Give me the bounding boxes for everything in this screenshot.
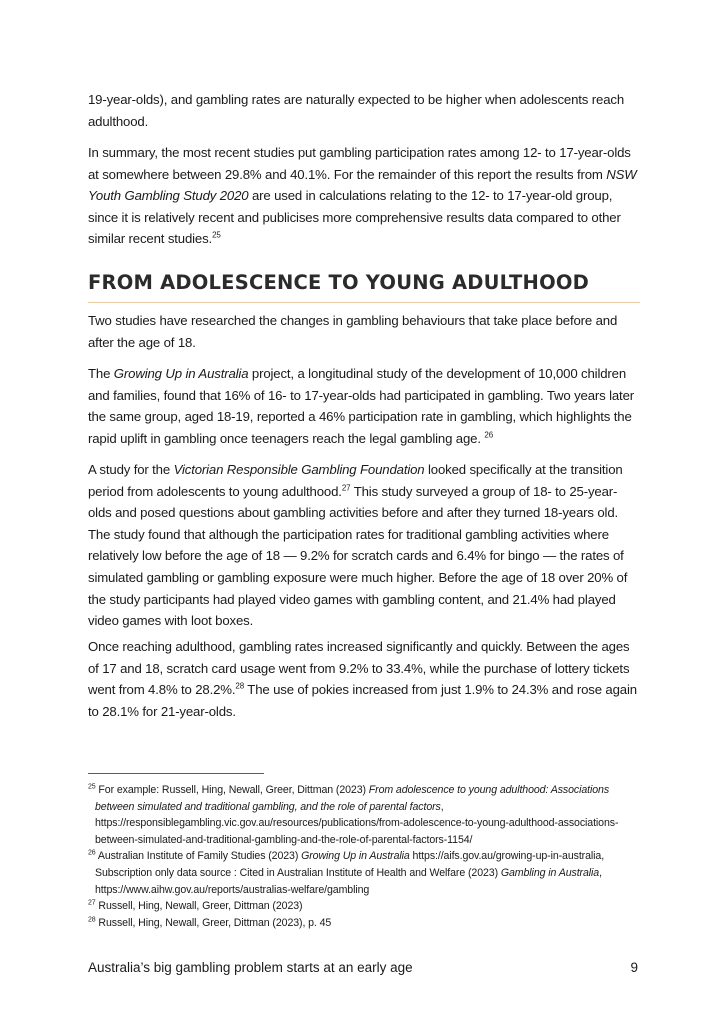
paragraph-growing-up <box>88 363 640 449</box>
text: project, a longitudinal study of the development of 10,000 children and families, found that 16% of 16- to 17-year-olds had participated in gambling. Two years later the same group, aged 18-19, reported a 46% participation rate in gambling, which highlights the rapid uplift in gambling once teenagers reach the legal gambling age. <box>88 366 634 446</box>
text: This study surveyed a group of 18- to 25-year-olds and posed questions about gambling activities before and after they turned 18-years old. The study found that although the participation rates for traditional gambling activities where relatively low before the age of 18 — 9.2% for scratch cards and 6.4% for bingo — the rates of simulated gambling or gambling exposure were much higher. Before the age of 18 over 20% of the study participants had played video games with gambling content, and 21.4% had played video games with loot boxes. <box>88 483 628 629</box>
footnote-separator <box>88 773 264 774</box>
footnote-26 <box>88 848 640 898</box>
footnote-27 <box>88 898 640 915</box>
publication-title-italic: Gambling in Australia <box>500 866 600 879</box>
text: In summary, the most recent studies put gambling participation rates among 12- to 17-year-olds at somewhere between 29.8% and 40.1%. For the remainder of this report the results from <box>88 145 631 182</box>
text: looked specifically at the transition period from adolescents to young adulthood. <box>88 462 623 499</box>
footnote-link[interactable]: , https://responsiblegambling.vic.gov.au/resources/publications/from-adolescence-to-young-adulthood-associations-between-simulated-and-traditional-gambling-and-the-role-of-parental-factors-1154/ <box>95 800 619 846</box>
footnote-25 <box>88 782 640 848</box>
publication-title-italic: Growing Up in Australia <box>301 850 410 863</box>
footnote-ref[interactable]: 27 <box>341 483 351 493</box>
paragraph-summary <box>88 142 640 250</box>
paragraph-adulthood <box>88 636 640 722</box>
footnote-ref[interactable]: 25 <box>212 230 221 240</box>
paragraph-continuation: 19-year-olds), and gambling rates are naturally expected to be higher when adolescents reach adulthood. <box>88 92 625 129</box>
footnote-number: 27 <box>88 899 96 907</box>
footnote-ref[interactable]: 26 <box>484 430 493 440</box>
text: Once reaching adulthood, gambling rates increased significantly and quickly. Between the ages of 17 and 18, scratch card usage went from 9.2% to 33.4%, while the purchase of lottery tickets went from 4.8% to 28.2%. <box>88 639 630 698</box>
footnote-number: 26 <box>88 849 96 857</box>
footnotes <box>88 782 640 931</box>
study-title-italic: Growing Up in Australia <box>113 366 249 381</box>
publication-title-italic: From adolescence to young adulthood: Associations between simulated and traditional gambling, and the role of parental factors <box>95 784 610 813</box>
text: Russell, Hing, Newall, Greer, Dittman (2023), p. 45 <box>95 916 332 929</box>
footnote-link[interactable]: https://aifs.gov.au/growing-up-in-australia, Subscription only data source : Cited in Australian Institute of Health and Welfare (2023) <box>95 850 605 879</box>
page-number: 9 <box>630 960 638 975</box>
study-title-italic: NSW Youth Gambling Study 2020 <box>88 166 637 204</box>
foundation-name-italic: Victorian Responsible Gambling Foundation <box>173 462 425 477</box>
footnote-ref[interactable]: 28 <box>235 681 245 691</box>
page-footer <box>88 958 640 978</box>
text: The use of pokies increased from just 1.9% to 24.3% and rose again to 28.1% for 21-year-olds. <box>88 682 637 719</box>
footnote-link[interactable]: , https://www.aihw.gov.au/reports/australias-welfare/gambling <box>95 866 602 896</box>
footer-title: Australia’s big gambling problem starts at an early age <box>88 960 413 975</box>
footnote-28 <box>88 915 640 932</box>
footnote-number: 28 <box>88 916 96 924</box>
heading-underline <box>88 302 640 303</box>
text: Russell, Hing, Newall, Greer, Dittman (2023) <box>95 900 303 913</box>
paragraph-victorian-study <box>88 459 640 632</box>
text: The <box>88 366 114 381</box>
paragraph-intro: Two studies have researched the changes in gambling behaviours that take place before and after the age of 18. <box>88 313 618 350</box>
text: For example: Russell, Hing, Newall, Greer, Dittman (2023) <box>95 784 369 796</box>
footnote-number: 25 <box>88 783 96 791</box>
section-heading: FROM ADOLESCENCE TO YOUNG ADULTHOOD <box>88 271 590 294</box>
text: A study for the <box>88 462 174 477</box>
text: Australian Institute of Family Studies (2023) <box>95 850 302 863</box>
text: are used in calculations relating to the 12- to 17-year-old group, since it is relatively recent and publicises more comprehensive results data compared to other similar recent studies. <box>88 188 621 247</box>
